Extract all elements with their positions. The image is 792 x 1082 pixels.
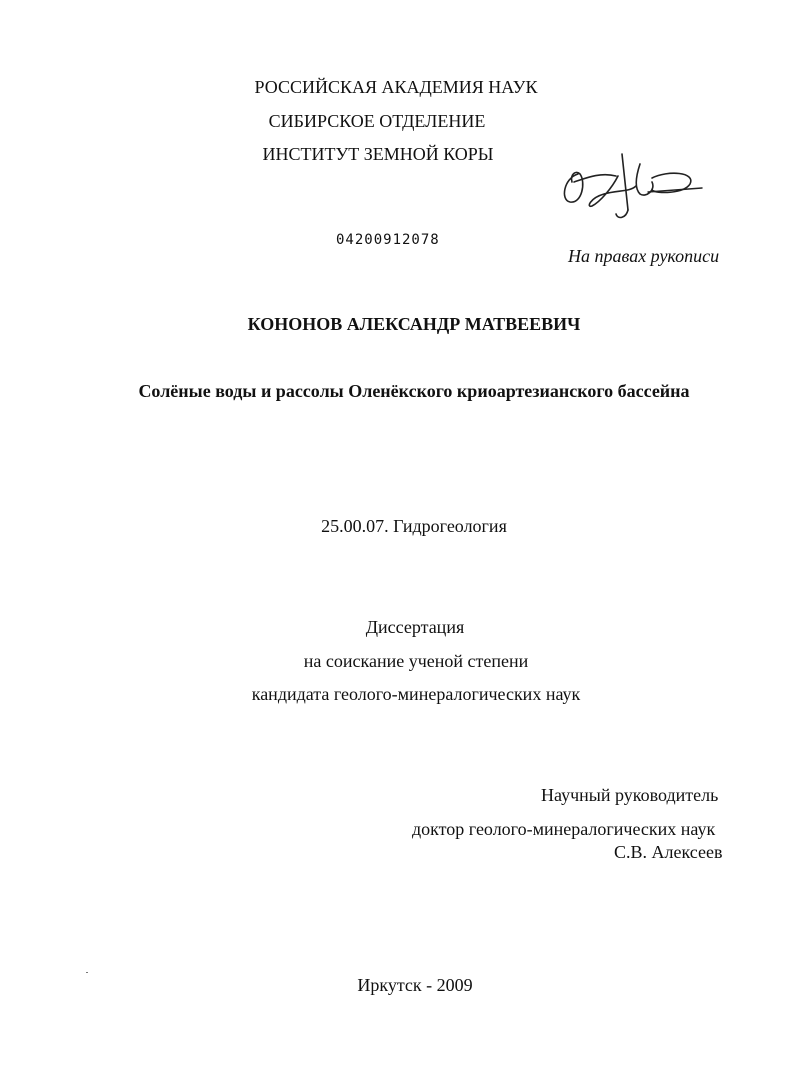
supervisor-label: Научный руководитель	[541, 785, 719, 805]
registration-number: 04200912078	[336, 232, 440, 248]
degree-line-1: Диссертация	[365, 617, 465, 637]
author-name: КОНОНОВ АЛЕКСАНДР МАТВЕЕВИЧ	[247, 314, 581, 334]
degree-line-2: на соискание ученой степени	[303, 651, 529, 671]
org-name-line-1: РОССИЙСКАЯ АКАДЕМИЯ НАУК	[254, 77, 538, 97]
org-name-line-3: ИНСТИТУТ ЗЕМНОЙ КОРЫ	[262, 144, 494, 164]
signature	[556, 152, 706, 224]
org-name-line-2: СИБИРСКОЕ ОТДЕЛЕНИЕ	[268, 111, 486, 131]
degree-line-3: кандидата геолого-минералогических наук	[251, 684, 581, 704]
supervisor-rank: доктор геолого-минералогических наук	[412, 819, 716, 839]
scan-speck	[86, 972, 88, 973]
supervisor-name: С.В. Алексеев	[614, 842, 723, 862]
specialty-code: 25.00.07. Гидрогеология	[321, 516, 507, 536]
manuscript-note: На правах рукописи	[568, 246, 720, 266]
place-and-year: Иркутск - 2009	[357, 975, 473, 995]
dissertation-title: Солёные воды и рассолы Оленёкского криоартезианского бассейна	[138, 381, 690, 401]
